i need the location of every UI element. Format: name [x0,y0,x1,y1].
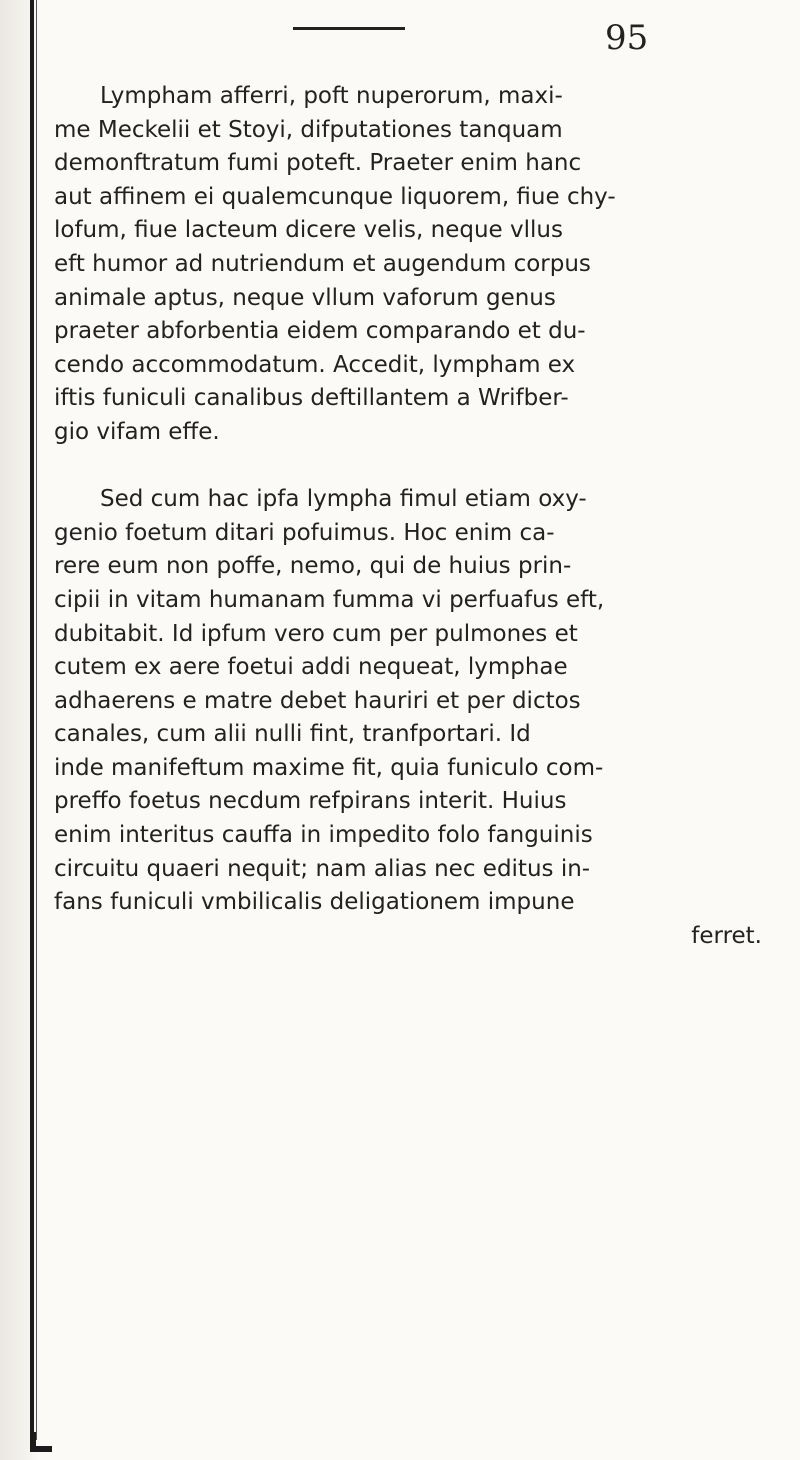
text-line: genio foetum ditari pofuimus. Hoc enim ca- [54,519,555,546]
text-line: cutem ex aere foetui addi nequeat, lymphae [54,654,568,681]
text-line: canales, cum alii nulli fint, tranfportari. Id [54,721,531,748]
binding-edge [30,0,34,1440]
text-line: aut affinem ei qualemcunque liquorem, fiue chy- [54,183,616,210]
text-line: inde manifeftum maxime fit, quia funiculo com- [54,754,604,781]
text-line: eft humor ad nutriendum et augendum corpus [54,250,591,277]
paragraph-2 [54,483,794,953]
text-line: ferret. [691,922,762,949]
text-line: iftis funiculi canalibus deftillantem a Wrifber- [54,385,569,412]
text-line: dubitabit. Id ipfum vero cum per pulmones et [54,620,578,647]
text-line: animale aptus, neque vllum vaforum genus [54,284,556,311]
text-line: circuitu quaeri nequit; nam alias nec editus in- [54,855,591,882]
text-line: me Meckelii et Stoyi, difputationes tanquam [54,116,563,143]
paragraph-gap [54,450,794,484]
text-line: Lympham afferri, poft nuperorum, maxi- [100,83,563,109]
text-line: lofum, fiue lacteum dicere velis, neque vllus [54,217,563,244]
text-line: enim interitus cauffa in impedito folo fanguinis [54,822,593,849]
text-line: demonftratum fumi poteft. Praeter enim hanc [54,150,582,177]
binding-edge-inner [36,0,37,1440]
text-line: gio vifam effe. [54,418,220,445]
text-line: rere eum non poffe, nemo, qui de huius prin- [54,553,572,580]
text-line: fans funiculi vmbilicalis deligationem impune [54,889,575,916]
page-body [54,80,794,953]
text-line: preffo foetus necdum refpirans interit. Huius [54,788,567,815]
text-line: praeter abforbentia eidem comparando et du- [54,318,586,345]
header-rule [293,27,405,30]
text-line: cipii in vitam humanam fumma vi perfuafus eft, [54,586,605,613]
paragraph-1 [54,80,794,450]
text-line: cendo accommodatum. Accedit, lympham ex [54,351,576,378]
binding-corner [30,1432,52,1452]
text-line: adhaerens e matre debet hauriri et per dictos [54,687,581,714]
text-line: Sed cum hac ipfa lympha fimul etiam oxy- [100,486,587,513]
page-number: 95 [605,18,649,58]
